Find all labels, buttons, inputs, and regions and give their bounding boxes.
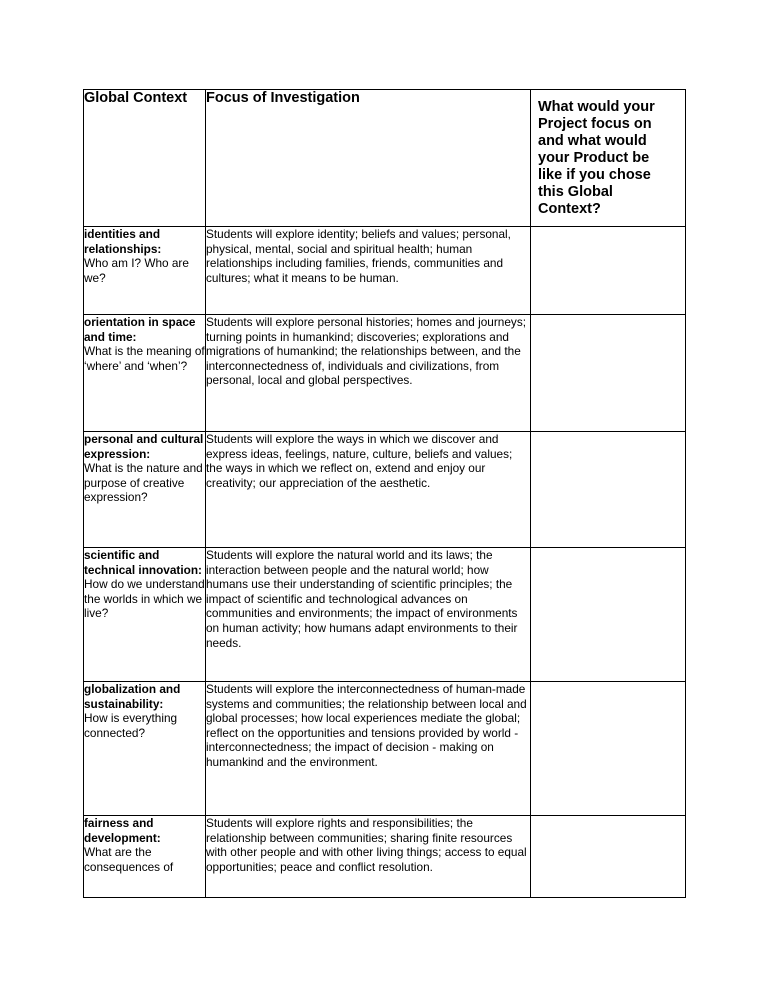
- context-name: personal and cultural expression:: [84, 432, 204, 461]
- context-name: scientific and technical innovation:: [84, 548, 202, 577]
- context-cell: [84, 432, 206, 548]
- response-cell[interactable]: [531, 432, 686, 548]
- context-name: identities and relationships:: [84, 227, 162, 256]
- header-focus-of-investigation: Focus of Investigation: [206, 90, 531, 227]
- context-question: Who am I? Who are we?: [84, 256, 189, 285]
- context-name: globalization and sustainability:: [84, 682, 181, 711]
- response-cell[interactable]: [531, 816, 686, 898]
- header-row: [84, 90, 686, 227]
- focus-cell: Students will explore personal histories; homes and journeys; turning points in humankind; discoveries; explorations and migrations of humankind; the relationships between, and the interconnectedness of, individuals and civilizations, from personal, local and global perspectives.: [206, 315, 531, 432]
- context-cell: [84, 682, 206, 816]
- focus-cell: Students will explore the ways in which we discover and express ideas, feelings, nature, culture, beliefs and values; the ways in which we reflect on, extend and enjoy our creativity; our appreciation of the aesthetic.: [206, 432, 531, 548]
- focus-cell: Students will explore rights and responsibilities; the relationship between communities; sharing finite resources with other people and with other living things; access to equal opportunities; peace and conflict resolution.: [206, 816, 531, 898]
- response-cell[interactable]: [531, 548, 686, 682]
- response-cell[interactable]: [531, 315, 686, 432]
- table-row: [84, 432, 686, 548]
- table-row: [84, 682, 686, 816]
- global-context-table: [83, 89, 686, 898]
- header-global-context: Global Context: [84, 90, 206, 227]
- header-project-question: What would your Project focus on and what would your Product be like if you chose this Global Context?: [531, 90, 686, 227]
- response-cell[interactable]: [531, 682, 686, 816]
- focus-cell: Students will explore the natural world and its laws; the interaction between people and the natural world; how humans use their understanding of scientific principles; the impact of scientific and technological advances on communities and environments; the impact of environments on human activity; how humans adapt environments to their needs.: [206, 548, 531, 682]
- context-cell: [84, 227, 206, 315]
- context-question: How is everything connected?: [84, 711, 178, 740]
- context-cell: [84, 315, 206, 432]
- context-question: What is the nature and purpose of creative expression?: [84, 461, 203, 505]
- table-row: [84, 548, 686, 682]
- table-row: [84, 816, 686, 898]
- context-question: What are the consequences of: [84, 845, 174, 874]
- context-name: fairness and development:: [84, 816, 161, 845]
- table-row: [84, 227, 686, 315]
- context-name: orientation in space and time:: [84, 315, 196, 344]
- context-cell: [84, 548, 206, 682]
- context-question: What is the meaning of ‘where’ and ‘when’?: [84, 344, 205, 373]
- focus-cell: Students will explore identity; beliefs and values; personal, physical, mental, social and spiritual health; human relationships including families, friends, communities and cultures; what it means to be human.: [206, 227, 531, 315]
- context-question: How do we understand the worlds in which we live?: [84, 577, 205, 621]
- focus-cell: Students will explore the interconnectedness of human-made systems and communities; the relationship between local and global processes; how local experiences mediate the global; reflect on the opportunities and tensions provided by world - interconnectedness; the impact of decision - making on humankind and the environment.: [206, 682, 531, 816]
- table-row: [84, 315, 686, 432]
- context-cell: [84, 816, 206, 898]
- response-cell[interactable]: [531, 227, 686, 315]
